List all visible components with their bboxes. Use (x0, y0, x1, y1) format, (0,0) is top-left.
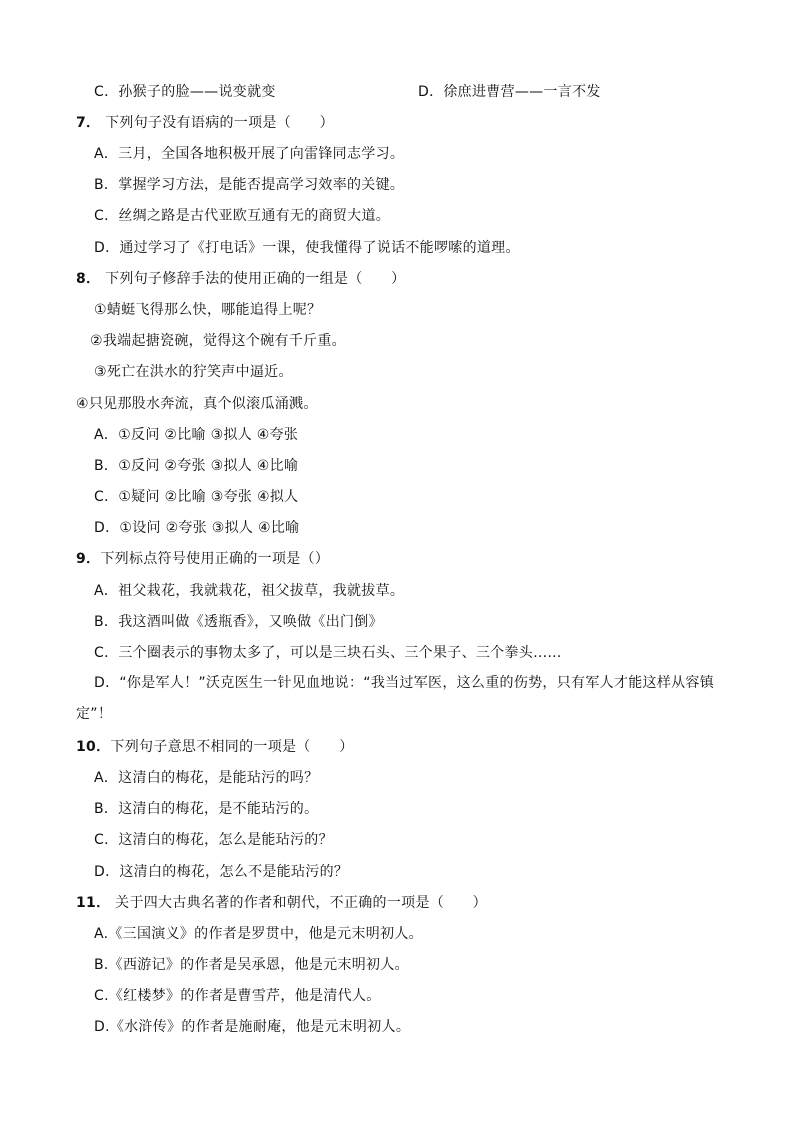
prev-option-c: C．孙猴子的脸——说变就变 (94, 84, 276, 100)
question-stem: 下列句子没有语病的一项是（ ） (100, 115, 334, 131)
question-number: 11． (76, 895, 111, 911)
question-stem: 下列句子修辞手法的使用正确的一组是（ ） (100, 271, 406, 287)
question-number: 7． (76, 115, 101, 131)
question-10-heading (76, 738, 354, 756)
q9-option-a: A．祖父栽花，我就栽花，祖父拔草，我就拔草。 (94, 583, 405, 599)
question-8-heading (76, 270, 405, 288)
q8-sentence-3: ③死亡在洪水的狞笑声中逼近。 (94, 364, 293, 380)
q9-option-d: D．“你是军人！”沃克医生一针见血地说：“我当过军医，这么重的伤势，只有军人才能这样从容镇定”！ (76, 675, 715, 722)
q9-option-c: C．三个圈表示的事物太多了，可以是三块石头、三个果子、三个拳头…… (94, 645, 562, 661)
q10-option-d: D．这清白的梅花，怎么不是能玷污的？ (94, 864, 349, 880)
q10-option-b: B．这清白的梅花，是不能玷污的。 (94, 801, 319, 817)
q11-option-a: A.《三国演义》的作者是罗贯中，他是元末明初人。 (94, 926, 423, 942)
question-7-heading (76, 114, 334, 132)
q8-option-d: D．①设问 ②夸张 ③拟人 ④比喻 (94, 520, 300, 536)
q8-sentence-1: ①蜻蜓飞得那么快，哪能追得上呢？ (94, 302, 322, 318)
q11-option-d: D.《水浒传》的作者是施耐庵，他是元末明初人。 (94, 1019, 411, 1035)
q11-option-b: B.《西游记》的作者是吴承恩，他是元末明初人。 (94, 957, 409, 973)
q8-option-b: B．①反问 ②夸张 ③拟人 ④比喻 (94, 458, 299, 474)
question-stem: 关于四大古典名著的作者和朝代，不正确的一项是（ ） (110, 895, 487, 911)
question-number: 10． (76, 739, 111, 755)
q7-option-a: A．三月，全国各地积极开展了向雷锋同志学习。 (94, 146, 405, 162)
question-stem: 下列句子意思不相同的一项是（ ） (110, 739, 354, 755)
q8-sentence-4: ④只见那股水奔流，真个似滚瓜涌溅。 (76, 396, 318, 412)
prev-option-d: D．徐庶进曹营——一言不发 (418, 84, 601, 100)
question-9-heading (76, 550, 329, 568)
q7-option-b: B．掌握学习方法，是能否提高学习效率的关键。 (94, 177, 405, 193)
q8-option-a: A．①反问 ②比喻 ③拟人 ④夸张 (94, 427, 299, 443)
question-stem: 下列标点符号使用正确的一项是（） (100, 551, 330, 567)
q7-option-d: D．通过学习了《打电话》一课，使我懂得了说话不能啰嗦的道理。 (94, 240, 520, 256)
q11-option-c: C.《红楼梦》的作者是曹雪芹，他是清代人。 (94, 988, 381, 1004)
q10-option-a: A．这清白的梅花，是能玷污的吗？ (94, 770, 319, 786)
q10-option-c: C．这清白的梅花，怎么是能玷污的？ (94, 832, 333, 848)
question-number: 9． (76, 551, 101, 567)
q7-option-c: C．丝绸之路是古代亚欧互通有无的商贸大道。 (94, 208, 391, 224)
q9-option-b: B．我这酒叫做《透瓶香》，又唤做《出门倒》 (94, 614, 383, 630)
q8-sentence-2: ②我端起搪瓷碗，觉得这个碗有千斤重。 (90, 333, 346, 349)
q8-option-c: C．①疑问 ②比喻 ③夸张 ④拟人 (94, 489, 299, 505)
question-number: 8． (76, 271, 101, 287)
question-11-heading (76, 894, 487, 912)
